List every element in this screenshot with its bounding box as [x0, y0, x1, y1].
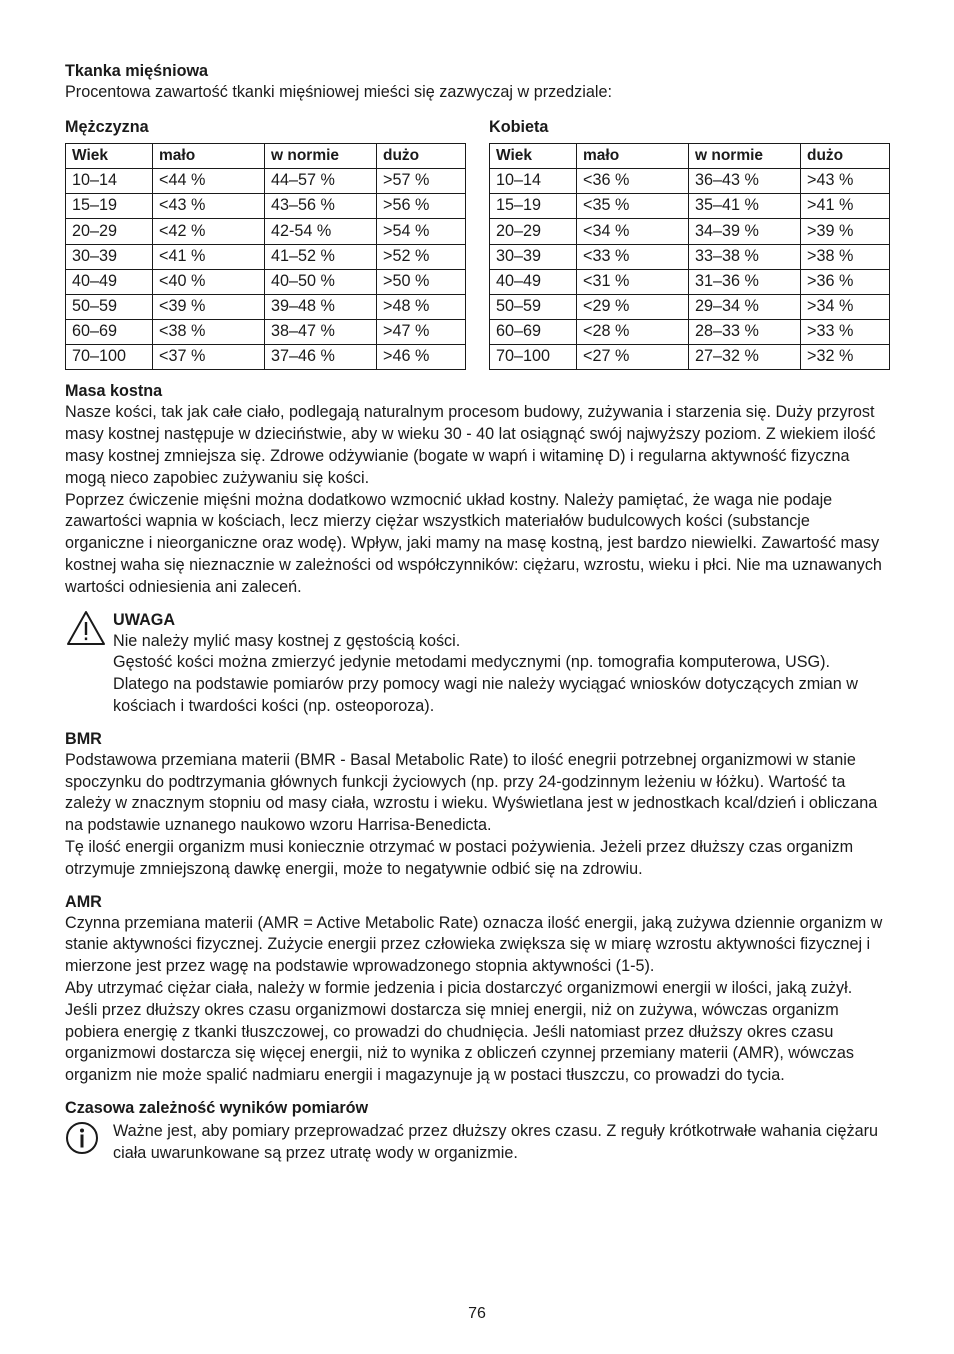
table-cell: <37 %	[153, 345, 265, 370]
table-cell: <35 %	[577, 194, 689, 219]
timing-title: Czasowa zależność wyników pomiarów	[65, 1099, 369, 1117]
table-cell: 50–59	[66, 294, 153, 319]
table-row	[490, 244, 890, 269]
table-row	[490, 269, 890, 294]
header-cell: mało	[153, 143, 265, 168]
table-cell: 41–52 %	[265, 244, 377, 269]
table-cell: 29–34 %	[689, 294, 801, 319]
table-cell: >39 %	[801, 219, 890, 244]
table-cell: >52 %	[377, 244, 466, 269]
header-cell: dużo	[801, 143, 890, 168]
bone-paragraph-2: Poprzez ćwiczenie mięśni można dodatkowo wzmocnić układ kostny. Należy pamiętać, że waga nie podaje zawartości wapnia w kościach, lecz mierzy ciężar wszystkich materiałów budulcowych kości (substancje organiczne i nieorganiczne oraz wodę). Wpływ, jaki mamy na masę kostną, jest bardzo niewielki. Zawartość masy kostnej waha się nieznacznie w zależności od współczynników: ciężaru, wzrostu, wieku i płci. Nie ma uznawanych wartości odniesienia ani zaleceń.	[65, 490, 882, 596]
men-muscle-table	[65, 143, 466, 371]
table-cell: 27–32 %	[689, 345, 801, 370]
table-cell: 20–29	[490, 219, 577, 244]
men-table-label: Mężczyzna	[65, 117, 149, 136]
women-table-label: Kobieta	[489, 117, 549, 136]
header-cell: Wiek	[66, 143, 153, 168]
table-cell: <40 %	[153, 269, 265, 294]
header-cell: w normie	[265, 143, 377, 168]
table-row	[66, 269, 466, 294]
header-cell: w normie	[689, 143, 801, 168]
table-cell: 60–69	[66, 320, 153, 345]
table-cell: >50 %	[377, 269, 466, 294]
warning-paragraph-1: Nie należy mylić masy kostnej z gęstością kości.	[113, 631, 461, 650]
table-row	[66, 320, 466, 345]
bmr-paragraph-2: Tę ilość energii organizm musi koniecznie otrzymać w postaci pożywienia. Jeżeli przez dłuższy czas organizm otrzymuje zmniejszoną dawkę energii, może to negatywnie odbić się na zdrowiu.	[65, 838, 854, 878]
table-cell: 70–100	[66, 345, 153, 370]
amr-paragraph-1: Czynna przemiana materii (AMR = Active Metabolic Rate) oznacza ilość energii, jaką zużywa dziennie organizm w stanie aktywności fizycznej. Zużycie energii przez człowieka zwiększa się w miarę wzrostu aktywności fizycznej i mierzone jest przez wagę na podstawie wprowadzonego stopnia aktywności (1-5).	[65, 913, 883, 976]
table-cell: 10–14	[490, 168, 577, 193]
timing-paragraph: Ważne jest, aby pomiary przeprowadzać przez dłuższy okres czasu. Z reguły krótkotrwałe wahania ciężaru ciała uwarunkowane są przez utratę wody w organizmie.	[113, 1122, 879, 1162]
table-cell: 10–14	[66, 168, 153, 193]
table-cell: >32 %	[801, 345, 890, 370]
table-cell: 31–36 %	[689, 269, 801, 294]
table-cell: 40–49	[66, 269, 153, 294]
table-cell: >36 %	[801, 269, 890, 294]
table-row	[490, 168, 890, 193]
amr-title: AMR	[65, 892, 102, 911]
table-cell: 40–49	[490, 269, 577, 294]
table-header-row	[66, 143, 466, 168]
table-cell: 50–59	[490, 294, 577, 319]
table-cell: 20–29	[66, 219, 153, 244]
table-row	[66, 244, 466, 269]
table-row	[490, 320, 890, 345]
table-cell: >48 %	[377, 294, 466, 319]
table-cell: <27 %	[577, 345, 689, 370]
warning-paragraph-2: Gęstość kości można zmierzyć jedynie metodami medycznymi (np. tomografia komputerowa, USG). Dlatego na podstawie pomiarów przy pomocy wagi nie należy wyciągać wniosków dotyczących zmian w kościach i twardości kości (np. osteoporoza).	[113, 653, 858, 716]
info-text	[113, 1121, 889, 1165]
table-cell: 36–43 %	[689, 168, 801, 193]
warning-notice	[65, 609, 889, 718]
muscle-tables	[65, 117, 889, 371]
bmr-title: BMR	[65, 729, 102, 748]
table-cell: <39 %	[153, 294, 265, 319]
table-cell: >54 %	[377, 219, 466, 244]
table-row	[66, 294, 466, 319]
table-cell: >57 %	[377, 168, 466, 193]
table-cell: 43–56 %	[265, 194, 377, 219]
men-table-block	[65, 117, 465, 371]
table-cell: <43 %	[153, 194, 265, 219]
table-row	[66, 219, 466, 244]
table-cell: >43 %	[801, 168, 890, 193]
table-cell: <28 %	[577, 320, 689, 345]
table-row	[490, 219, 890, 244]
table-cell: <31 %	[577, 269, 689, 294]
table-cell: <42 %	[153, 219, 265, 244]
table-cell: 60–69	[490, 320, 577, 345]
table-cell: 34–39 %	[689, 219, 801, 244]
page-content	[65, 60, 889, 1165]
table-row	[490, 345, 890, 370]
table-cell: <38 %	[153, 320, 265, 345]
table-cell: <29 %	[577, 294, 689, 319]
table-cell: 44–57 %	[265, 168, 377, 193]
bmr-paragraph-1: Podstawowa przemiana materii (BMR - Basal Metabolic Rate) to ilość enegrii potrzebnej organizmowi w stanie spoczynku do podtrzymania głównych funkcji życiowych (np. przy 24-godzinnym leżeniu w łóżku). Wartość ta zależy w znacznym stopniu od masy ciała, wzrostu i wieku. Wyświetlana jest w jednostkach kcal/dzień i obliczana na podstawie uznanego naukowo wzoru Harrisa-Benedicta.	[65, 750, 878, 835]
table-cell: 15–19	[66, 194, 153, 219]
warning-title: UWAGA	[113, 610, 176, 629]
table-cell: 70–100	[490, 345, 577, 370]
bone-paragraph-1: Nasze kości, tak jak całe ciało, podlegają naturalnym procesom budowy, zużywania i starzenia się. Duży przyrost masy kostnej następuje w dzieciństwie, aby w wieku 30 - 40 lat osiągnąć swój najwyższy poziom. Z wiekiem ilość masy kostnej zmniejsza się. Zdrowe odżywianie (bogate w wapń i witaminę D) i regularna aktywność fizyczna mogą nieco zapobiec zużywaniu się kości.	[65, 403, 876, 487]
amr-paragraph-2: Aby utrzymać ciężar ciała, należy w formie jedzenia i picia dostarczyć organizmowi energii w ilości, jaką zużył. Jeśli przez dłuższy okres czasu organizmowi dostarcza się mniej energii, niż on zużywa, wówczas organizm pobiera energię z tkanki tłuszczowej, co prowadzi do chudnięcia. Jeśli natomiast przez dłuższy okres czasu organizmowi dostarcza się więcej energii, niż to wynika z obliczeń czynnej przemiany materii (AMR), wówczas organizm nie może spalić nadmiaru energii i magazynuje ją w postaci tłuszczu, co prowadzi do tycia.	[65, 979, 854, 1085]
table-cell: >34 %	[801, 294, 890, 319]
table-cell: 39–48 %	[265, 294, 377, 319]
muscle-title: Tkanka mięśniowa	[65, 62, 209, 80]
header-cell: dużo	[377, 143, 466, 168]
table-cell: 35–41 %	[689, 194, 801, 219]
table-cell: <44 %	[153, 168, 265, 193]
table-cell: >33 %	[801, 320, 890, 345]
info-icon	[65, 1121, 113, 1165]
table-header-row	[490, 143, 890, 168]
table-cell: 30–39	[66, 244, 153, 269]
warning-text	[113, 609, 889, 718]
table-cell: <36 %	[577, 168, 689, 193]
table-cell: <41 %	[153, 244, 265, 269]
page-number: 76	[468, 1305, 486, 1322]
table-row	[490, 294, 890, 319]
table-row	[66, 194, 466, 219]
table-cell: 40–50 %	[265, 269, 377, 294]
table-cell: <34 %	[577, 219, 689, 244]
table-cell: <33 %	[577, 244, 689, 269]
table-cell: >46 %	[377, 345, 466, 370]
table-cell: 38–47 %	[265, 320, 377, 345]
table-cell: 28–33 %	[689, 320, 801, 345]
table-cell: >41 %	[801, 194, 890, 219]
table-cell: >56 %	[377, 194, 466, 219]
table-row	[490, 194, 890, 219]
table-cell: 33–38 %	[689, 244, 801, 269]
header-cell: mało	[577, 143, 689, 168]
table-cell: 15–19	[490, 194, 577, 219]
muscle-intro: Procentowa zawartość tkanki mięśniowej mieści się zazwyczaj w przedziale:	[65, 83, 612, 101]
women-muscle-table	[489, 143, 890, 371]
header-cell: Wiek	[490, 143, 577, 168]
table-cell: >38 %	[801, 244, 890, 269]
women-table-block	[489, 117, 889, 371]
table-cell: 30–39	[490, 244, 577, 269]
table-cell: 37–46 %	[265, 345, 377, 370]
table-cell: >47 %	[377, 320, 466, 345]
table-row	[66, 168, 466, 193]
bone-title: Masa kostna	[65, 382, 163, 401]
table-cell: 42-54 %	[265, 219, 377, 244]
info-notice	[65, 1121, 889, 1165]
table-row	[66, 345, 466, 370]
warning-icon	[65, 609, 113, 718]
